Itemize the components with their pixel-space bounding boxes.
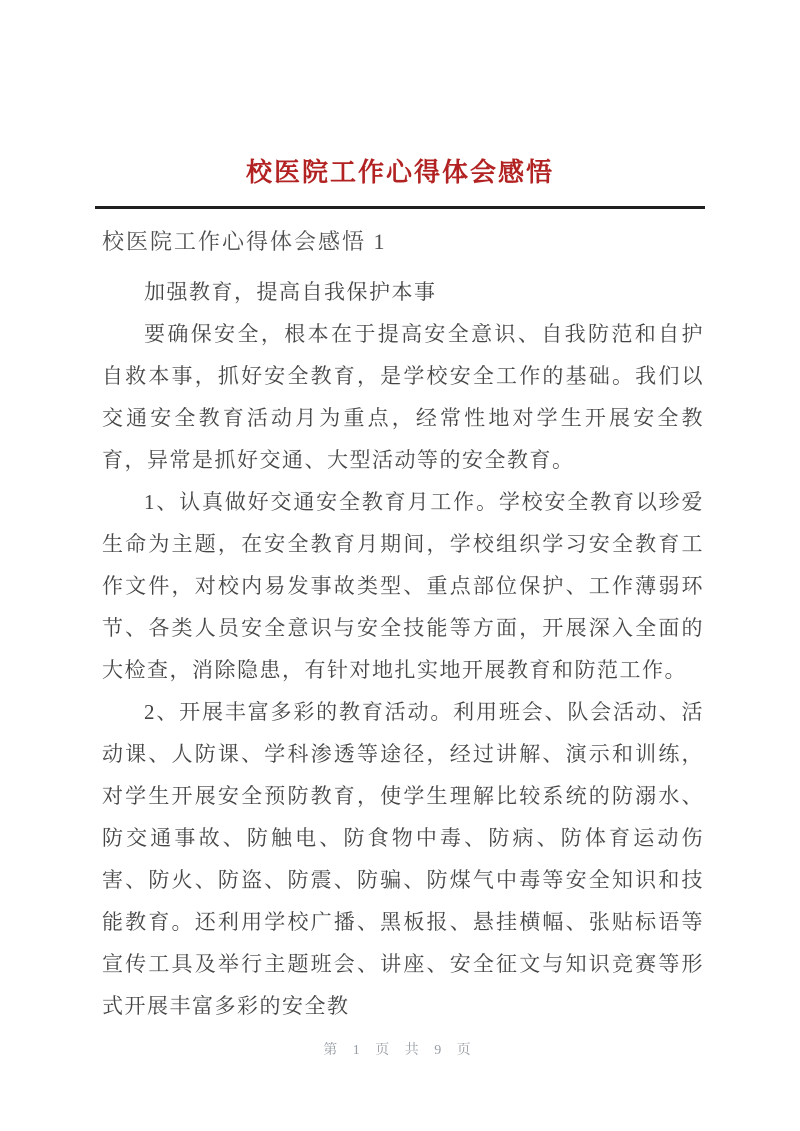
document-body <box>0 209 800 1027</box>
section-heading: 校医院工作心得体会感悟 1 <box>102 229 387 254</box>
paragraph: 加强教育，提高自我保护本事 <box>144 280 437 304</box>
page-number-indicator: 第 1 页 共 9 页 <box>323 1043 477 1058</box>
paragraph: 2、开展丰富多彩的教育活动。利用班会、队会活动、活动课、人防课、学科渗透等途径，经过讲解、演示和训练，对学生开展安全预防教育，使学生理解比较系统的防溺水、防交通事故、防触电、防食物中毒、防病、防体育运动伤害、防火、防盗、防震、防骗、防煤气中毒等安全知识和技能教育。还利用学校广播、黑板报、悬挂横幅、张贴标语等宣传工具及举行主题班会、讲座、安全征文与知识竞赛等形式开展丰富多彩的安全教 <box>102 700 704 1018</box>
paragraph: 1、认真做好交通安全教育月工作。学校安全教育以珍爱生命为主题，在安全教育月期间，学校组织学习安全教育工作文件，对校内易发事故类型、重点部位保护、工作薄弱环节、各类人员安全意识与安全技能等方面，开展深入全面的大检查，消除隐患，有针对地扎实地开展教育和防范工作。 <box>102 490 704 682</box>
paragraph: 要确保安全，根本在于提高安全意识、自我防范和自护自救本事，抓好安全教育，是学校安全工作的基础。我们以交通安全教育活动月为重点，经常性地对学生开展安全教育，异常是抓好交通、大型活动等的安全教育。 <box>102 322 704 472</box>
document-title: 校医院工作心得体会感悟 <box>245 157 554 187</box>
